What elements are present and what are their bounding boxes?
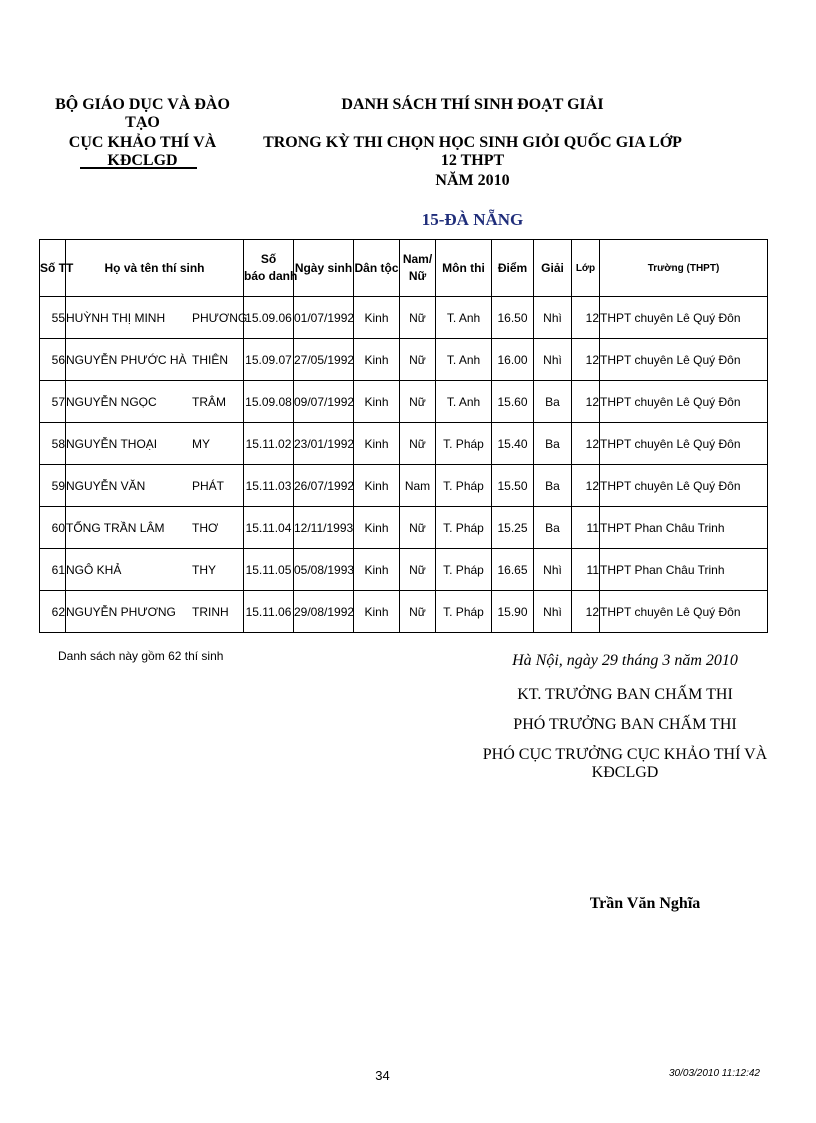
- candidate-count-note: Danh sách này gồm 62 thí sinh: [58, 649, 224, 663]
- table-row: [40, 549, 768, 591]
- header-grade: Lớp: [572, 240, 600, 297]
- cell-family-name: TỐNG TRẦN LÂM: [66, 520, 165, 535]
- cell-given-name: MY: [192, 436, 210, 451]
- cell-score: 15.25: [492, 507, 534, 549]
- cell-school: THPT chuyên Lê Quý Đôn: [600, 381, 768, 423]
- cell-score: 16.65: [492, 549, 534, 591]
- cell-sbd: 15.09.06: [244, 297, 294, 339]
- cell-stt: 59: [40, 465, 66, 507]
- header-sbd: [244, 240, 298, 297]
- header-subject: Môn thi: [436, 240, 492, 297]
- cell-grade: 11: [572, 549, 600, 591]
- cell-grade: 12: [572, 423, 600, 465]
- cell-sbd: 15.11.06: [244, 591, 294, 633]
- cell-name: [66, 591, 244, 633]
- cell-score: 16.50: [492, 297, 534, 339]
- cell-score: 15.40: [492, 423, 534, 465]
- cell-grade: 12: [572, 297, 600, 339]
- cell-dob: 12/11/1993: [294, 507, 354, 549]
- cell-ethnic: Kinh: [354, 549, 400, 591]
- signature-title-3: PHÓ CỤC TRƯỞNG CỤC KHẢO THÍ VÀ KĐCLGD: [482, 746, 768, 781]
- cell-dob: 01/07/1992: [294, 297, 354, 339]
- table-row: [40, 465, 768, 507]
- cell-gender: Nữ: [400, 507, 436, 549]
- cell-gender: Nữ: [400, 339, 436, 381]
- cell-stt: 56: [40, 339, 66, 381]
- cell-stt: 58: [40, 423, 66, 465]
- cell-gender: Nữ: [400, 549, 436, 591]
- cell-prize: Ba: [534, 423, 572, 465]
- cell-prize: Ba: [534, 507, 572, 549]
- header-stt: Số TT: [40, 240, 66, 297]
- cell-family-name: NGUYỄN THOẠI: [66, 436, 158, 451]
- cell-prize: Nhì: [534, 549, 572, 591]
- cell-prize: Ba: [534, 381, 572, 423]
- cell-dob: 09/07/1992: [294, 381, 354, 423]
- cell-stt: 60: [40, 507, 66, 549]
- cell-name: [66, 465, 244, 507]
- cell-stt: 55: [40, 297, 66, 339]
- cell-dob: 29/08/1992: [294, 591, 354, 633]
- signature-title-1: KT. TRƯỞNG BAN CHẤM THI: [517, 686, 733, 703]
- header-score: Điểm: [492, 240, 534, 297]
- cell-sbd: 15.11.02: [244, 423, 294, 465]
- document-year: NĂM 2010: [435, 172, 510, 189]
- cell-sbd: 15.11.05: [244, 549, 294, 591]
- table-row: [40, 339, 768, 381]
- cell-score: 16.00: [492, 339, 534, 381]
- cell-family-name: NGUYỄN NGỌC: [66, 394, 157, 409]
- cell-name: [66, 339, 244, 381]
- cell-stt: 62: [40, 591, 66, 633]
- cell-prize: Nhì: [534, 339, 572, 381]
- document-title: DANH SÁCH THÍ SINH ĐOẠT GIẢI: [341, 96, 604, 113]
- cell-gender: Nam: [400, 465, 436, 507]
- cell-gender: Nữ: [400, 381, 436, 423]
- cell-subject: T. Pháp: [436, 465, 492, 507]
- cell-school: THPT Phan Châu Trinh: [600, 507, 768, 549]
- cell-gender: Nữ: [400, 297, 436, 339]
- cell-grade: 12: [572, 381, 600, 423]
- cell-stt: 57: [40, 381, 66, 423]
- cell-subject: T. Anh: [436, 381, 492, 423]
- org-name-department: CỤC KHẢO THÍ VÀ KĐCLGD: [68, 134, 217, 169]
- cell-stt: 61: [40, 549, 66, 591]
- cell-school: THPT chuyên Lê Quý Đôn: [600, 465, 768, 507]
- cell-school: THPT Phan Châu Trinh: [600, 549, 768, 591]
- cell-ethnic: Kinh: [354, 381, 400, 423]
- cell-subject: T. Pháp: [436, 591, 492, 633]
- cell-grade: 12: [572, 339, 600, 381]
- cell-grade: 11: [572, 507, 600, 549]
- cell-family-name: NGUYỄN VĂN: [66, 478, 146, 493]
- header-gender-line2: Nữ: [408, 269, 427, 283]
- cell-school: THPT chuyên Lê Quý Đôn: [600, 423, 768, 465]
- cell-grade: 12: [572, 591, 600, 633]
- cell-family-name: NGÔ KHẢ: [66, 562, 122, 577]
- cell-ethnic: Kinh: [354, 465, 400, 507]
- header-gender: [400, 240, 436, 297]
- cell-school: THPT chuyên Lê Quý Đôn: [600, 339, 768, 381]
- place-and-date: Hà Nội, ngày 29 tháng 3 năm 2010: [512, 652, 738, 669]
- cell-given-name: TRINH: [192, 604, 229, 619]
- signer-name: Trần Văn Nghĩa: [589, 895, 701, 912]
- cell-given-name: THƠ: [192, 520, 219, 535]
- header-sbd-line2: báo danh: [244, 269, 298, 283]
- cell-dob: 26/07/1992: [294, 465, 354, 507]
- cell-ethnic: Kinh: [354, 297, 400, 339]
- cell-name: [66, 381, 244, 423]
- cell-given-name: THY: [192, 562, 216, 577]
- print-timestamp: 30/03/2010 11:12:42: [668, 1068, 760, 1079]
- document-subtitle: TRONG KỲ THI CHỌN HỌC SINH GIỎI QUỐC GIA LỚP 12 THPT: [263, 134, 682, 169]
- cell-school: THPT chuyên Lê Quý Đôn: [600, 591, 768, 633]
- org-underline: [80, 167, 197, 169]
- cell-given-name: THIÊN: [192, 352, 228, 367]
- cell-sbd: 15.09.08: [244, 381, 294, 423]
- table-row: [40, 297, 768, 339]
- cell-subject: T. Pháp: [436, 423, 492, 465]
- cell-ethnic: Kinh: [354, 591, 400, 633]
- cell-subject: T. Anh: [436, 297, 492, 339]
- cell-family-name: HUỲNH THỊ MINH: [66, 310, 166, 325]
- cell-name: [66, 423, 244, 465]
- header-name: Họ và tên thí sinh: [66, 240, 244, 297]
- header-prize: Giải: [534, 240, 572, 297]
- table-row: [40, 507, 768, 549]
- cell-given-name: TRÂM: [192, 394, 226, 409]
- results-table: [39, 239, 768, 633]
- header-ethnic: Dân tộc: [354, 240, 400, 297]
- table-header-row: [40, 240, 768, 297]
- header-gender-line1: Nam/: [402, 252, 433, 266]
- header-school: Trường (THPT): [600, 240, 768, 297]
- header-sbd-line1: Số: [260, 252, 277, 266]
- table-row: [40, 591, 768, 633]
- header-dob: Ngày sinh: [294, 240, 354, 297]
- cell-ethnic: Kinh: [354, 507, 400, 549]
- cell-sbd: 15.09.07: [244, 339, 294, 381]
- table-row: [40, 423, 768, 465]
- cell-ethnic: Kinh: [354, 339, 400, 381]
- cell-score: 15.90: [492, 591, 534, 633]
- cell-sbd: 15.11.04: [244, 507, 294, 549]
- cell-score: 15.50: [492, 465, 534, 507]
- page-number: 34: [375, 1068, 390, 1083]
- cell-subject: T. Anh: [436, 339, 492, 381]
- cell-name: [66, 297, 248, 339]
- cell-prize: Nhì: [534, 297, 572, 339]
- cell-subject: T. Pháp: [436, 507, 492, 549]
- cell-sbd: 15.11.03: [244, 465, 294, 507]
- cell-name: [66, 549, 244, 591]
- cell-prize: Ba: [534, 465, 572, 507]
- cell-ethnic: Kinh: [354, 423, 400, 465]
- cell-grade: 12: [572, 465, 600, 507]
- cell-prize: Nhì: [534, 591, 572, 633]
- cell-given-name: PHÁT: [192, 478, 225, 493]
- cell-gender: Nữ: [400, 423, 436, 465]
- cell-dob: 27/05/1992: [294, 339, 354, 381]
- signature-title-2: PHÓ TRƯỞNG BAN CHẤM THI: [513, 716, 737, 733]
- cell-subject: T. Pháp: [436, 549, 492, 591]
- org-name-ministry: BỘ GIÁO DỤC VÀ ĐÀO TẠO: [55, 96, 230, 131]
- cell-dob: 23/01/1992: [294, 423, 354, 465]
- cell-score: 15.60: [492, 381, 534, 423]
- table-row: [40, 381, 768, 423]
- cell-gender: Nữ: [400, 591, 436, 633]
- cell-name: [66, 507, 244, 549]
- cell-family-name: NGUYỄN PHƯƠNG: [66, 604, 176, 619]
- cell-school: THPT chuyên Lê Quý Đôn: [600, 297, 768, 339]
- cell-family-name: NGUYỄN PHƯỚC HÀ: [66, 352, 187, 367]
- cell-given-name: PHƯƠNG: [192, 310, 248, 325]
- province-heading: 15-ĐÀ NẴNG: [421, 210, 524, 229]
- cell-dob: 05/08/1993: [294, 549, 354, 591]
